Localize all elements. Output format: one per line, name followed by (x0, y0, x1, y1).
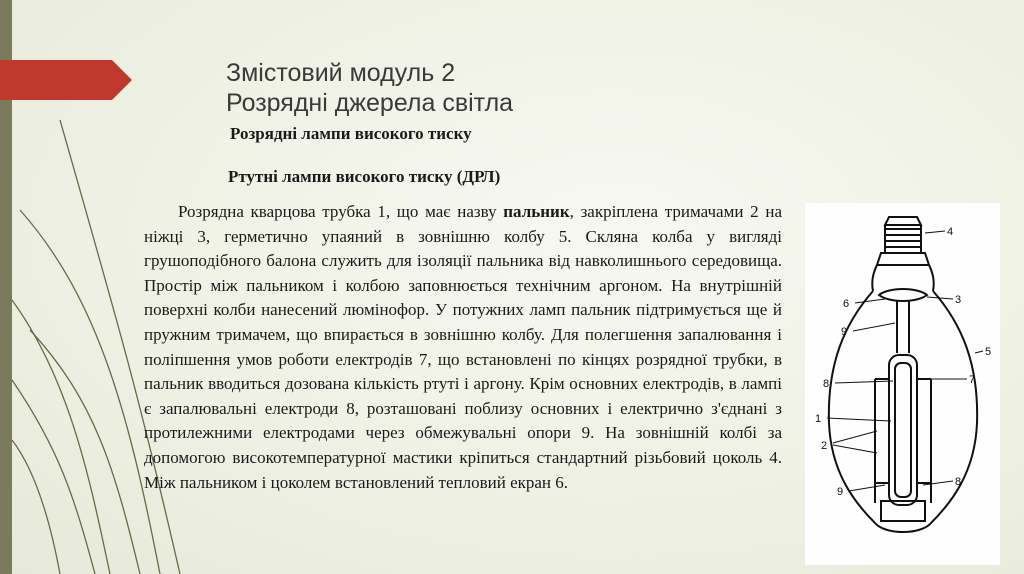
callout-label: 3 (955, 294, 962, 306)
body-bold-term: пальник (503, 202, 570, 221)
callout-label: 1 (815, 413, 822, 425)
title-line-2: Розрядні джерела світла (226, 89, 514, 117)
callout-label: 9 (837, 486, 844, 498)
callout-label: 9 (841, 326, 848, 338)
callout-label: 6 (843, 298, 850, 310)
callout-label: 8 (955, 476, 962, 488)
body-text-part-1: Розрядна кварцова трубка 1, що має назву (178, 202, 504, 221)
lamp-diagram-svg (805, 203, 1000, 565)
slide-title (226, 58, 513, 118)
lamp-diagram (805, 203, 1000, 565)
callout-label: 7 (969, 374, 976, 386)
callout-label: 2 (821, 440, 828, 452)
title-line-1: Змістовий модуль 2 (226, 59, 456, 87)
section-heading: Ртутні лампи високого тиску (ДРЛ) (228, 167, 501, 186)
callout-label: 5 (985, 346, 992, 358)
slide-subtitle: Розрядні лампи високого тиску (230, 124, 472, 143)
body-text-part-2: , закріплена тримачами 2 на ніжці 3, герметично упаяний в зовнішню колбу 5. Скляна колба у вигляді грушоподібного балона служить для ізоляції пальника від навколишнього середовища. Простір між пальником і колбою заповнюється технічним аргоном. На внутрішній поверхні колби нанесений люмінофор. У потужних ламп пальник підтримується ще й пружним тримачем, що впирається в зовнішню колбу. Для полегшення запалювання і поліпшення умов роботи електродів 7, що встановлені по кінцях розрядної трубки, в пальник вводиться дозована кількість ртуті і аргону. Крім основних електродів, в лампі є запалювальні електроди 8, розташовані поблизу основних і електрично з'єднані з протилежними електродами через обмежувальні опори 9. На зовнішній колбі за допомогою високотемпературної мастики кріпиться стандартний різьбовий цоколь 4. Між пальником і цоколем встановлений тепловий екран 6. (144, 202, 782, 492)
title-accent-arrow (0, 60, 132, 100)
body-paragraph (144, 200, 782, 495)
callout-label: 8 (823, 378, 830, 390)
callout-label: 4 (947, 226, 954, 238)
